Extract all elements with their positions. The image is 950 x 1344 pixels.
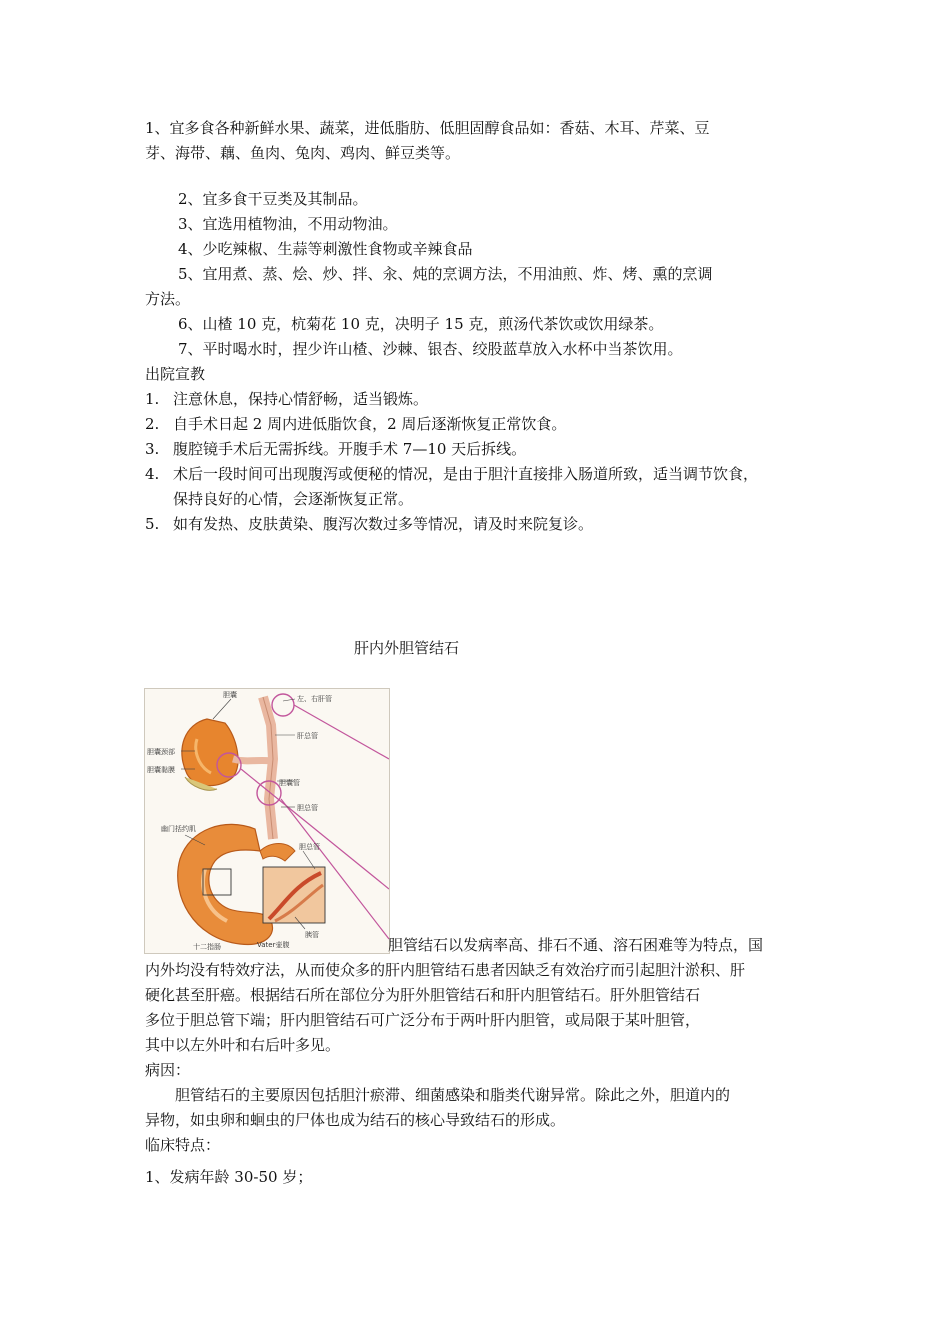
diet-item-3: 3、宜选用植物油，不用动物油。 bbox=[178, 215, 398, 233]
figure-label: 胰管 bbox=[305, 931, 319, 939]
figure-label: 胆囊管 bbox=[279, 779, 300, 787]
pylorus-shape bbox=[260, 844, 295, 862]
diet-item-4: 4、少吃辣椒、生蒜等刺激性食物或辛辣食品 bbox=[178, 240, 473, 258]
discharge-item bbox=[145, 412, 566, 437]
cystic-duct-shape bbox=[233, 759, 271, 761]
discharge-item-number: 1. bbox=[145, 390, 160, 408]
discharge-item-text: 术后一段时间可出现腹泻或便秘的情况，是由于胆汁直接排入肠道所致，适当调节饮食， bbox=[173, 465, 759, 483]
cause-line-1: 胆管结石的主要原因包括胆汁瘀滞、细菌感染和脂类代谢异常。除此之外，胆道内的 bbox=[175, 1086, 731, 1104]
diet-item-2: 2、宜多食干豆类及其制品。 bbox=[178, 190, 368, 208]
intro-line-2: 内外均没有特效疗法，从而使众多的肝内胆管结石患者因缺乏有效治疗而引起胆汁淤积、肝 bbox=[145, 961, 746, 979]
figure-label: 胆囊颈部 bbox=[147, 748, 175, 756]
discharge-item bbox=[145, 512, 593, 537]
figure-label: 左、右肝管 bbox=[297, 695, 332, 703]
discharge-item-text: 腹腔镜手术后无需拆线。开腹手术 7—10 天后拆线。 bbox=[173, 440, 527, 458]
figure-label: 幽门括约肌 bbox=[161, 825, 196, 833]
discharge-heading: 出院宣教 bbox=[145, 365, 206, 383]
figure-label: 胆总管 bbox=[297, 804, 318, 812]
diet-item-5-line-1: 5、宜用煮、蒸、烩、炒、拌、汆、炖的烹调方法，不用油煎、炸、烤、熏的烹调 bbox=[178, 265, 713, 283]
anatomy-illustration bbox=[145, 689, 389, 953]
cause-heading: 病因： bbox=[145, 1061, 191, 1079]
figure-label: 胆总管 bbox=[299, 843, 320, 851]
figure-label: 胆囊黏膜 bbox=[147, 766, 175, 774]
cause-line-2: 异物，如虫卵和蛔虫的尸体也成为结石的核心导致结石的形成。 bbox=[145, 1111, 566, 1129]
discharge-item bbox=[145, 437, 526, 462]
common-bile-duct-shape bbox=[263, 697, 273, 839]
diet-item-7: 7、平时喝水时，捏少许山楂、沙棘、银杏、绞股蓝草放入水杯中当茶饮用。 bbox=[178, 340, 683, 358]
diet-item-1-line-2: 芽、海带、藕、鱼肉、兔肉、鸡肉、鲜豆类等。 bbox=[145, 144, 461, 162]
discharge-item-continuation: 保持良好的心情，会逐渐恢复正常。 bbox=[173, 490, 414, 508]
discharge-item-number: 4. bbox=[145, 465, 160, 483]
discharge-item bbox=[145, 387, 428, 412]
intro-line-4: 多位于胆总管下端；肝内胆管结石可广泛分布于两叶肝内胆管，或局限于某叶胆管， bbox=[145, 1011, 701, 1029]
intro-line-1: 胆管结石以发病率高、排石不通、溶石困难等为特点，国 bbox=[388, 936, 764, 954]
discharge-item-text: 自手术日起 2 周内进低脂饮食，2 周后逐渐恢复正常饮食。 bbox=[173, 415, 567, 433]
figure-label: 十二指肠 bbox=[193, 943, 221, 951]
figure-label: Vater壶腹 bbox=[257, 941, 290, 949]
clinical-heading: 临床特点： bbox=[145, 1136, 221, 1154]
intro-line-3: 硬化甚至肝癌。根据结石所在部位分为肝外胆管结石和肝内胆管结石。肝外胆管结石 bbox=[145, 986, 701, 1004]
discharge-item-number: 5. bbox=[145, 515, 160, 533]
discharge-item-number: 2. bbox=[145, 415, 160, 433]
discharge-item-text: 注意休息，保持心情舒畅，适当锻炼。 bbox=[173, 390, 429, 408]
hepatic-duct-marker bbox=[272, 694, 294, 716]
intro-line-5: 其中以左外叶和右后叶多见。 bbox=[145, 1036, 341, 1054]
discharge-item bbox=[145, 462, 758, 487]
duodenum-shape bbox=[178, 824, 273, 944]
clinical-item-1: 1、发病年龄 30-50 岁； bbox=[145, 1168, 313, 1186]
diet-item-6: 6、山楂 10 克，杭菊花 10 克，决明子 15 克，煎汤代茶饮或饮用绿茶。 bbox=[178, 315, 664, 333]
discharge-item-number: 3. bbox=[145, 440, 160, 458]
diet-item-5-line-2: 方法。 bbox=[145, 290, 191, 308]
discharge-item-text: 如有发热、皮肤黄染、腹泻次数过多等情况，请及时来院复诊。 bbox=[173, 515, 594, 533]
section-title: 肝内外胆管结石 bbox=[354, 639, 460, 657]
figure-label: 肝总管 bbox=[297, 732, 318, 740]
diet-item-1-line-1: 1、宜多食各种新鲜水果、蔬菜，进低脂肪、低胆固醇食品如：香菇、木耳、芹菜、豆 bbox=[145, 119, 710, 137]
figure-label: 胆囊 bbox=[223, 691, 237, 699]
bile-duct-anatomy-figure bbox=[144, 688, 390, 954]
